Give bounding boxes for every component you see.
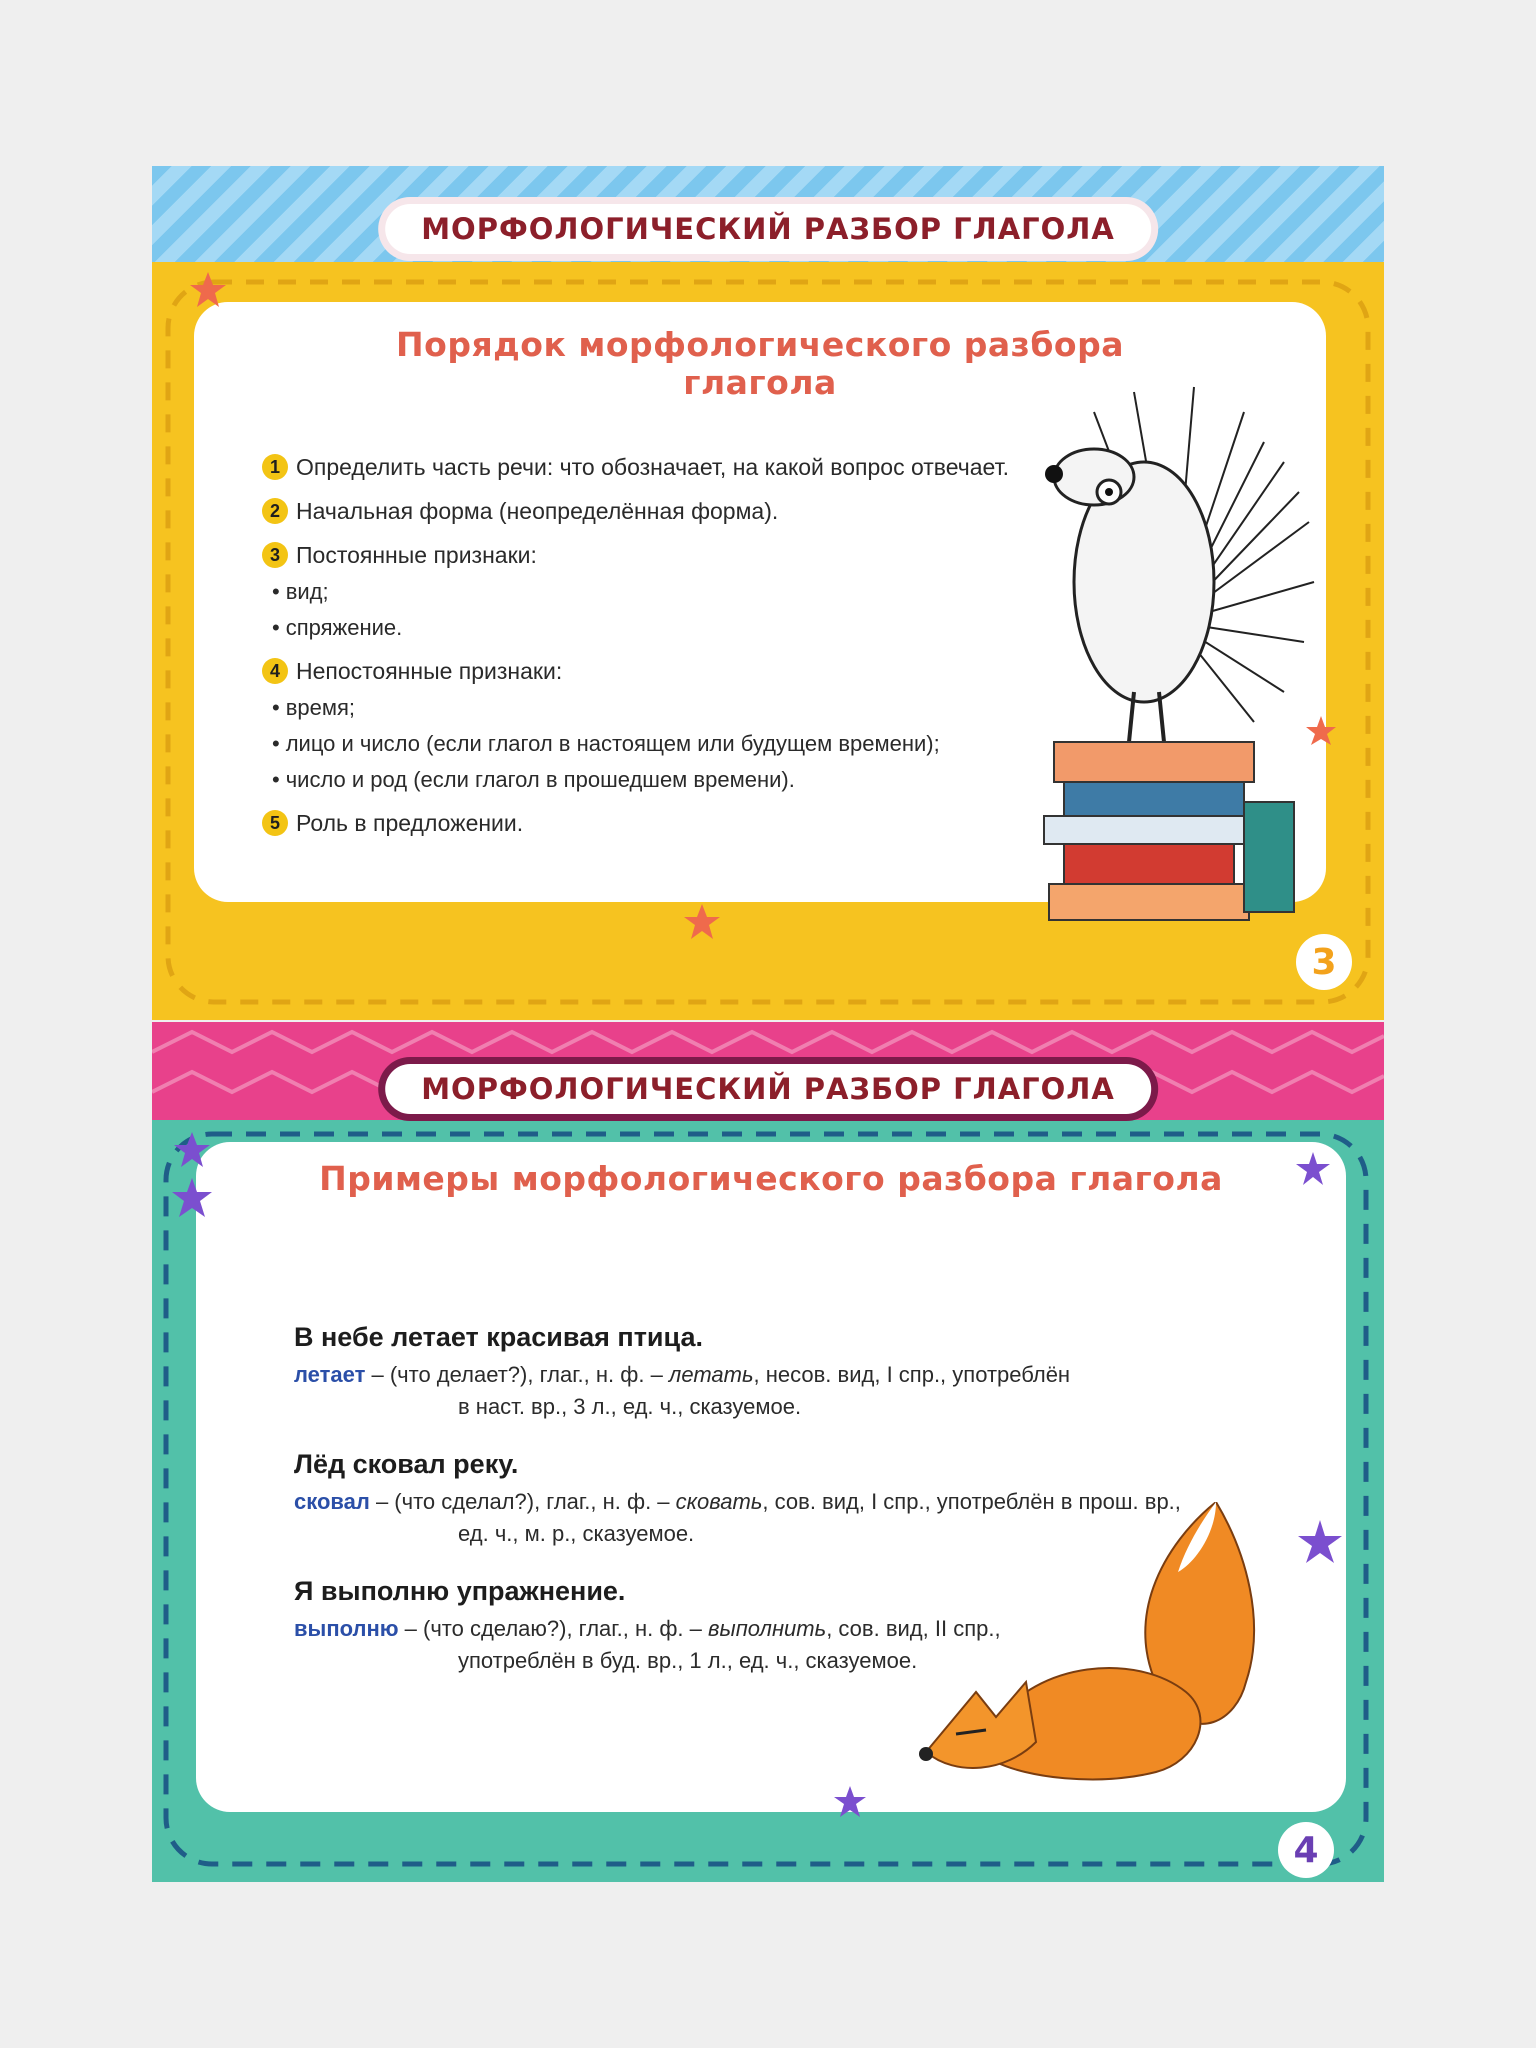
step-text: Непостоянные признаки: [296,657,563,684]
yellow-frame [152,262,1384,1020]
star-icon [682,902,722,942]
page-title: МОРФОЛОГИЧЕСКИЙ РАЗБОР ГЛАГОЛА [385,1064,1151,1114]
step-number-badge: 3 [262,542,288,568]
example-analysis [294,1359,1354,1391]
analysis-text: , сов. вид, I спр., употреблён в прош. вр., [762,1489,1181,1514]
step-number-badge: 5 [262,810,288,836]
page-title: МОРФОЛОГИЧЕСКИЙ РАЗБОР ГЛАГОЛА [385,204,1151,254]
example-sentence: В небе летает красивая птица. [294,1322,703,1352]
analysis-continuation: употреблён в буд. вр., 1 л., ед. ч., сказуемое. [458,1648,918,1673]
star-icon [1294,1150,1332,1188]
step-number-badge: 2 [262,498,288,524]
step-number-badge: 1 [262,454,288,480]
analyzed-verb: выполню [294,1616,399,1641]
star-icon [832,1784,868,1820]
analysis-continuation: в наст. вр., 3 л., ед. ч., сказуемое. [458,1394,802,1419]
analysis-continuation: ед. ч., м. р., сказуемое. [458,1521,695,1546]
step-subitem: • время; [262,690,1162,726]
star-icon [170,1176,214,1220]
step-subitem: • вид; [262,574,1162,610]
star-icon [1304,714,1338,748]
analyzed-verb: летает [294,1362,366,1387]
analysis-text: – (что сделаю?), глаг., н. ф. – [398,1616,709,1641]
star-icon [172,1130,212,1170]
infinitive-form: сковать [675,1489,763,1514]
step-text: Определить часть речи: что обозначает, на какой вопрос отвечает. [296,453,1009,480]
star-icon [188,270,228,310]
example-sentence: Я выполню упражнение. [294,1576,626,1606]
analyzed-verb: сковал [294,1489,370,1514]
content-panel [196,1142,1346,1812]
page-heading: Порядок морфологического разбора глагола [396,325,1124,402]
step-text: Постоянные признаки: [296,541,537,568]
analysis-text: – (что делает?), глаг., н. ф. – [365,1362,669,1387]
analysis-text: – (что сделал?), глаг., н. ф. – [369,1489,676,1514]
infinitive-form: выполнить [708,1616,827,1641]
teal-frame [152,1120,1384,1882]
page-3-card [152,166,1384,1020]
page-heading: Примеры морфологического разбора глагола [319,1159,1223,1198]
analysis-text: , несов. вид, I спр., употреблён [753,1362,1071,1387]
step-number-badge: 4 [262,658,288,684]
analysis-text: , сов. вид, II спр., [826,1616,1001,1641]
infinitive-form: летать [668,1362,754,1387]
fox-illustration [916,1502,1296,1802]
step-text: Начальная форма (неопределённая форма). [296,497,779,524]
star-icon [1296,1518,1344,1566]
page-number-badge: 3 [1296,934,1352,990]
step-text: Роль в предложении. [296,809,524,836]
hedgehog-on-books-illustration [1024,382,1324,922]
example-block [294,1322,1354,1423]
page-number-badge: 4 [1278,1822,1334,1878]
step-subitem: • лицо и число (если глагол в настоящем или будущем времени); [262,726,1162,762]
content-panel [194,302,1326,902]
page-4-card [152,1022,1384,1882]
step-subitem: • спряжение. [262,610,1162,646]
step-subitem: • число и род (если глагол в прошедшем времени). [262,762,1162,798]
example-sentence: Лёд сковал реку. [294,1449,519,1479]
